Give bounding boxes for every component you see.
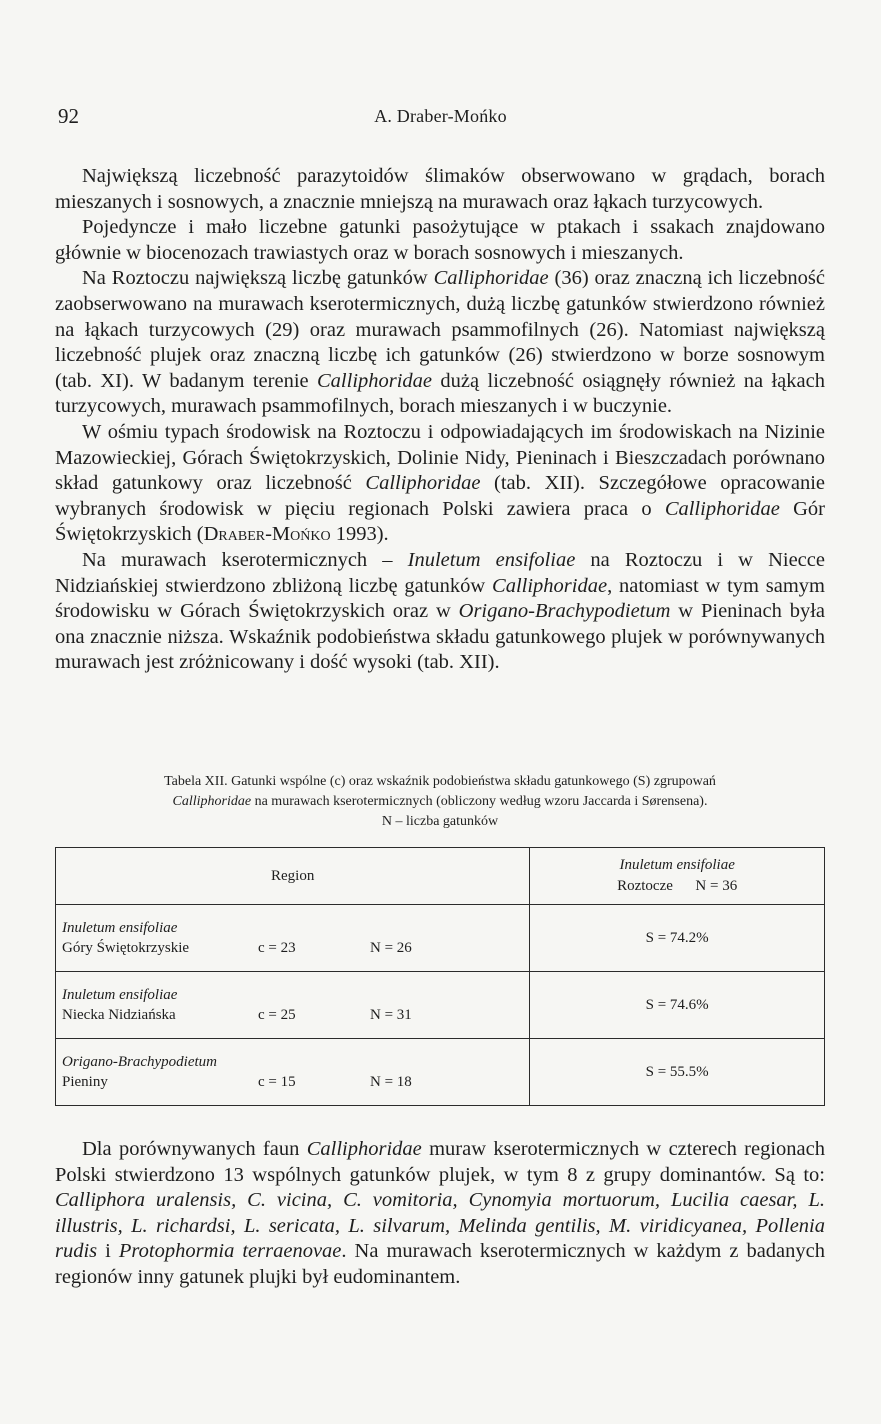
page-number: 92 bbox=[58, 104, 79, 128]
location: Niecka Nidziańska bbox=[62, 1007, 176, 1023]
table-row bbox=[56, 972, 825, 1039]
running-head: A. Draber-Mońko bbox=[374, 106, 507, 126]
body-text-lower bbox=[55, 1137, 825, 1291]
reference-community: Inuletum ensifoliae bbox=[619, 857, 735, 873]
location: Góry Świętokrzyskie bbox=[62, 940, 190, 956]
region-cell bbox=[56, 905, 530, 972]
paragraph: Dla porównywanych faun Calliphoridae muraw kserotermicznych w czterech regionach Polski stwierdzono 13 wspólnych gatunków plujek, w tym 8 z grupy dominantów. Są to: Calliphora uralensis, C. vicina, C. vomitoria, Cynomyia mortuorum, Lucilia caesar, L. illustris, L. richardsi, L. sericata, L. silvarum, Melinda gentilis, M. viridicyanea, Pollenia rudis i Protophormia terraenovae. Na murawach kserotermicznych w każdym z badanych regionów inny gatunek plujki był eudominantem. bbox=[55, 1138, 825, 1288]
header-region: Region bbox=[56, 848, 530, 905]
community-name: Inuletum ensifoliae bbox=[62, 920, 178, 936]
region-cell bbox=[56, 1039, 530, 1106]
body-text-upper bbox=[55, 164, 825, 676]
common-species: c = 25 bbox=[258, 1007, 296, 1023]
table-caption bbox=[55, 772, 825, 832]
reference-detail: Roztocze N = 36 bbox=[617, 878, 738, 894]
table-row bbox=[56, 905, 825, 972]
caption-line: Tabela XII. Gatunki wspólne (c) oraz wskaźnik podobieństwa składu gatunkowego (S) zgrupowań bbox=[164, 774, 716, 789]
table-row bbox=[56, 1039, 825, 1106]
similarity-cell: S = 74.6% bbox=[530, 972, 825, 1039]
paragraph: Na Roztoczu największą liczbę gatunków Calliphoridae (36) oraz znaczną ich liczebność zaobserwowano na murawach kserotermicznych, dużą liczbę gatunków stwierdzono również na łąkach turzycowych (29) oraz murawach psammofilnych (26). Natomiast największą liczebność plujek oraz znaczną liczbę ich gatunków (26) stwierdzono w borze sosnowym (tab. XI). W badanym terenie Calliphoridae dużą liczebność osiągnęły również na łąkach turzycowych, murawach psammofilnych, borach mieszanych i w buczynie. bbox=[55, 267, 825, 418]
paragraph: Największą liczebność parazytoidów ślimaków obserwowano w grądach, borach mieszanych i sosnowych, a znacznie mniejszą na murawach oraz łąkach turzycowych. bbox=[55, 165, 825, 213]
species-count: N = 31 bbox=[370, 1007, 412, 1023]
region-cell bbox=[56, 972, 530, 1039]
table-header-row bbox=[56, 848, 825, 905]
similarity-table bbox=[55, 847, 825, 1106]
caption-line: N – liczba gatunków bbox=[381, 814, 499, 829]
paragraph: Pojedyncze i mało liczebne gatunki pasożytujące w ptakach i ssakach znajdowano głównie w biocenozach trawiastych oraz w borach sosnowych i mieszanych. bbox=[55, 216, 825, 264]
page-header bbox=[58, 104, 823, 134]
community-name: Origano-Brachypodietum bbox=[62, 1054, 217, 1070]
similarity-cell: S = 74.2% bbox=[530, 905, 825, 972]
caption-line: Calliphoridae na murawach kserotermicznych (obliczony według wzoru Jaccarda i Sørensena). bbox=[172, 794, 708, 809]
species-count: N = 18 bbox=[370, 1074, 412, 1090]
community-name: Inuletum ensifoliae bbox=[62, 987, 178, 1003]
paragraph: W ośmiu typach środowisk na Roztoczu i odpowiadających im środowiskach na Nizinie Mazowieckiej, Górach Świętokrzyskich, Dolinie Nidy, Pieninach i Bieszczadach porównano skład gatunkowy oraz liczebność Calliphoridae (tab. XII). Szczegółowe opracowanie wybranych środowisk w pięciu regionach Polski zawiera praca o Calliphoridae Gór Świętokrzyskich (Draber-Mońko 1993). bbox=[55, 420, 825, 546]
common-species: c = 15 bbox=[258, 1074, 296, 1090]
species-count: N = 26 bbox=[370, 940, 412, 956]
common-species: c = 23 bbox=[258, 940, 296, 956]
similarity-cell: S = 55.5% bbox=[530, 1039, 825, 1106]
location: Pieniny bbox=[62, 1074, 108, 1090]
header-reference bbox=[530, 848, 825, 905]
paragraph: Na murawach kserotermicznych – Inuletum ensifoliae na Roztoczu i w Niecce Nidziańskiej stwierdzono zbliżoną liczbę gatunków Calliphoridae, natomiast w tym samym środowisku w Górach Świętokrzyskich oraz w Origano-Brachypodietum w Pieninach była ona znacznie niższa. Wskaźnik podobieństwa składu gatunkowego plujek w porównywanych murawach jest zróżnicowany i dość wysoki (tab. XII). bbox=[55, 548, 825, 674]
